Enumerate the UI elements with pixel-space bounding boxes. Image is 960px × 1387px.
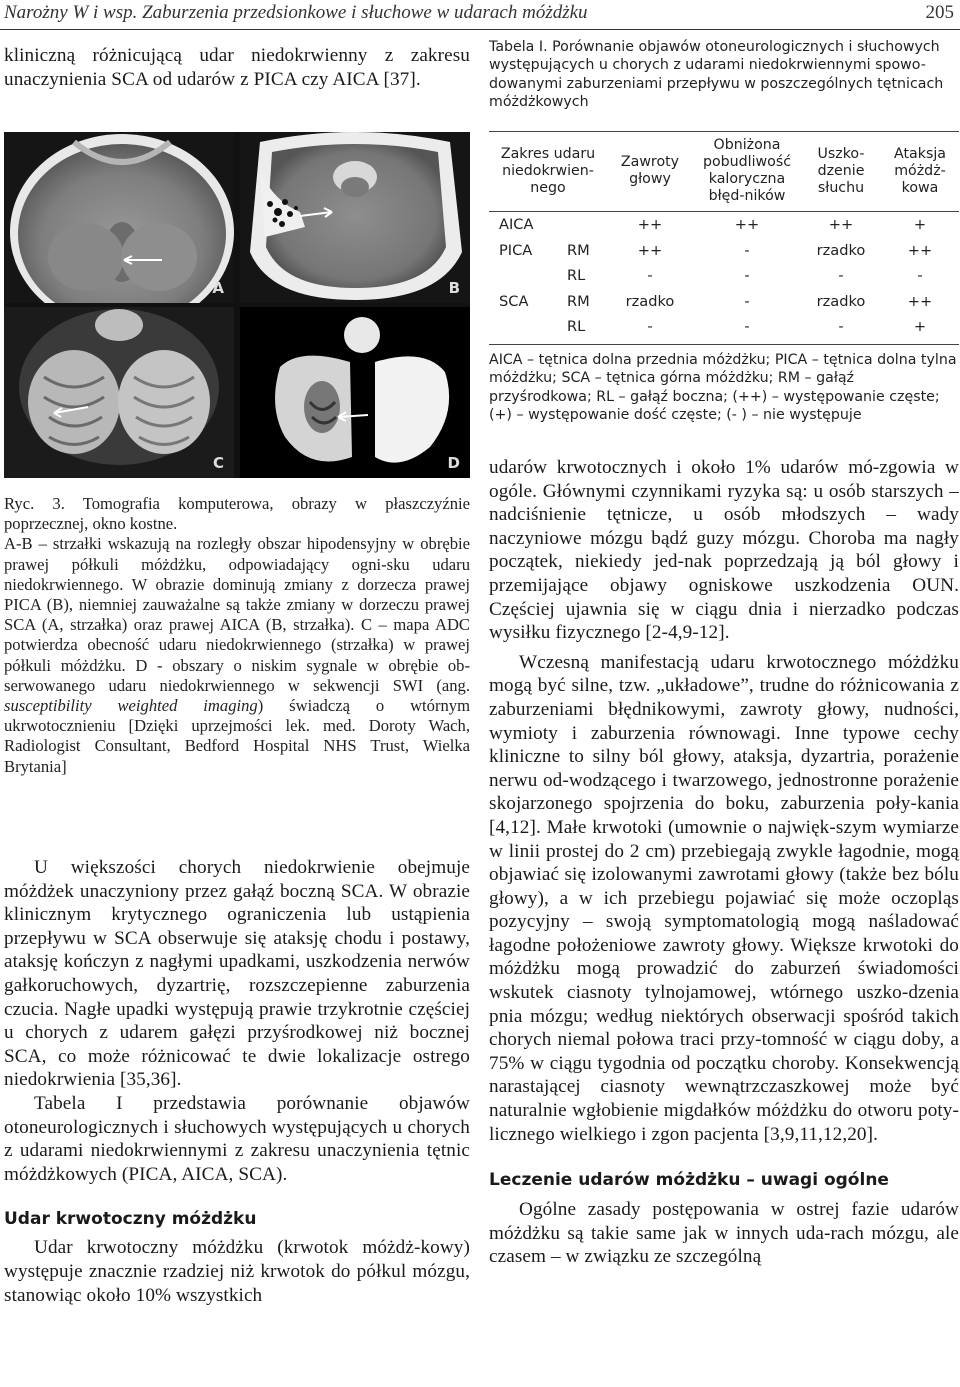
figure-panel-c xyxy=(4,307,234,478)
table-cell: ++ xyxy=(734,216,760,234)
table-cell: - xyxy=(647,318,653,336)
table-cell: AICA xyxy=(499,216,534,234)
table-cell: ++ xyxy=(907,241,933,259)
panel-label-d: D xyxy=(447,454,460,472)
table-header-cell: Obniżona pobudliwość kaloryczna błęd-ników xyxy=(693,137,801,212)
table-cell: ++ xyxy=(907,292,933,310)
table-cell: + xyxy=(913,216,927,234)
table-cell: rzadko xyxy=(816,292,866,310)
table-cell: rzadko xyxy=(625,292,675,310)
table-cell: - xyxy=(744,292,750,310)
table-cell: - xyxy=(744,318,750,336)
header-rule xyxy=(0,29,960,30)
table-cell: RM xyxy=(566,292,590,310)
section-heading-treatment: Leczenie udarów móżdżku – uwagi ogólne xyxy=(489,1170,889,1191)
intro-paragraph: kliniczną różnicującą udar niedokrwienny z zakresu unaczynienia SCA od udarów z PICA czy AICA [37]. xyxy=(4,45,470,90)
table-cell: - xyxy=(744,267,750,285)
table-cell: RL xyxy=(566,318,586,336)
caption-text-a: A-B – strzałki wskazują na rozległy obszar hipodensyjny w obrębie prawej półkuli móżdżku, odpowiadający ogni-sku udaru niedokrwiennego. W obrazie dominują zmiany z dorzecza prawej PICA (B), niemniej zauważalne są także zmiany w dorzeczu prawej SCA (A, strzałka) oraz prawej AICA (B, strzałka). C – mapa ADC potwierdza obecność udaru niedokrwiennego (strzałka) w prawej półkuli móżdżku. D - obszary o niskim sygnale w obrębie ob-serwowanego udaru niedokrwiennego w sekwencji SWI (ang. xyxy=(4,534,470,695)
left-column-top xyxy=(4,44,470,91)
table-top-rule xyxy=(489,131,959,132)
right-paragraph-2: Wczesną manifestacją udaru krwotocznego móżdżku mogą być silne, tzw. „układowe”, trudne do różnicowania z zaburzeniami błędnikowymi, zawroty głowy, nudności, wymioty i zaburzenia równowagi. Inne typowe cechy kliniczne to silny ból głowy, ataksja, dyzartria, porażenie nerwu od-wodzącego i twarzowego, jednostronne porażenie skojarzonego spojrzenia do boku, zaburzenia poły-kania [4,12]. Małe krwotoki (umownie o najwięk-szym wymiarze w linii prostej do 2 cm) przebiegają zwykle łagodnie, mogą objawiać się izolowanymi zawrotami głowy (także bez bólu głowy), a w ich przebiegu pojawiać się może oczopląs pozycyjny – swoją symptomatologią mogą naśladować łagodne położeniowe zawroty głowy. Większe krwotoki do móżdżku mogą prowadzić do zaburzeń świadomości wskutek ciasnoty tylnojamowej, wtórnego uszko-dzenia pnia mózgu; według niektórych obserwacji spośród takich chorych niemal połowa traci przy-tomność w ciągu doby, a 75% w ciągu tygodnia od początku choroby. Konsekwencją narastającej ciasnoty wewnątrzczaszkowej może być naturalnie wgłobienie migdałków móżdżku do otworu poty-licznego wielkiego i zgon pacjenta [3,9,11,12,20]. xyxy=(489,651,959,1145)
figure-panel-a xyxy=(4,132,234,303)
figure-panel-b xyxy=(240,132,470,303)
adc-map-image-c xyxy=(4,307,234,478)
table-cell: - xyxy=(744,241,750,259)
comparison-table xyxy=(489,137,959,340)
left-paragraph-1: U większości chorych niedokrwienie obejmuje móżdżek unaczyniony przez gałąź boczną SCA. W obrazie klinicznym krytycznego ograniczenia lub ustąpienia przepływu w SCA obserwuje się ataksję chodu i postawy, ataksję kończyn z nagłymi upadkami, uszkodzenia nerwów gałkoruchowych, dyzartrię, rozszczepienne zaburzenia czucia. Nagłe upadki występują prawie trzykrotnie częściej u chorych z udarem gałęzi przyśrodkowej niż bocznej SCA, co może różnicować te dwie lokalizacje ostrego niedokrwienia [35,36]. xyxy=(4,857,470,1091)
running-header xyxy=(0,0,960,26)
panel-label-a: A xyxy=(212,279,224,297)
right-paragraph-1: udarów krwotocznych i około 1% udarów mó-zgowia w ogóle. Głównymi czynnikami ryzyka są: u osób starszych – nadciśnienie tętnicze, u osób młodszych – wady naczyniowe mózgu bądź guzy mózgu. Choroba ma nagły początek, niekiedy jed-nak poprzedzają ją ból głowy i przemijające objawy ogniskowe uszkodzenia OUN. Częściej ujawnia się w ciągu dnia i nierzadko podczas wysiłku fizycznego [2-4,9-12]. xyxy=(489,457,959,644)
panel-label-b: B xyxy=(448,279,460,297)
table-row xyxy=(489,238,959,264)
table-row xyxy=(489,212,959,238)
table-cell xyxy=(489,314,557,340)
table-header-cell: Zawroty głowy xyxy=(607,137,693,212)
table-header-cell: Zakres udaru niedokrwien-nego xyxy=(489,137,607,212)
left-paragraph-3: Udar krwotoczny móżdżku (krwotok móżdż-kowy) występuje znacznie rzadziej niż krwotok do półkul mózgu, stanowiąc około 10% wszystkich xyxy=(4,1237,470,1306)
caption-italic-term: susceptibility weighted imaging xyxy=(4,696,258,716)
table-cell: SCA xyxy=(499,292,529,310)
figure-panel-d xyxy=(240,307,470,478)
left-paragraph-2: Tabela I przedstawia porównanie objawów otoneurologicznych i słuchowych występujących u chorych z udarami niedokrwiennymi z zakresu unaczynienia tętnic móżdżkowych (PICA, AICA, SCA). xyxy=(4,1092,470,1185)
table-caption-block xyxy=(489,38,959,112)
figure-ryc-3 xyxy=(4,132,470,478)
figure-caption xyxy=(4,494,470,777)
table-bottom-rule xyxy=(489,344,959,345)
table-row xyxy=(489,263,959,289)
right-column-body xyxy=(489,456,959,1269)
table-cell: - xyxy=(647,267,653,285)
right-paragraph-3: Ogólne zasady postępowania w ostrej fazie udarów móżdżku są takie same jak w innych uda-rach mózgu, ale czasem – w związku ze szczególną xyxy=(489,1199,959,1268)
table-row xyxy=(489,289,959,315)
page-number: 205 xyxy=(925,2,954,23)
table-footnote: AICA – tętnica dolna przednia móżdżku; PICA – tętnica dolna tylna móżdżku; SCA – tętnica górna móżdżku; RM – gałąź przyśrodkowa; RL – gałąź boczna; (++) – występowanie częste; (+) – występowanie dość częste; (- ) – nie występuje xyxy=(489,352,957,424)
table-cell: ++ xyxy=(637,241,663,259)
section-heading-hemorrhagic: Udar krwotoczny móżdżku xyxy=(4,1209,257,1230)
table-cell xyxy=(489,263,557,289)
table-cell: ++ xyxy=(828,216,854,234)
table-cell: RM xyxy=(566,241,590,259)
table-caption: Tabela I. Porównanie objawów otoneurologicznych i słuchowych występujących u chorych z udarami niedokrwiennymi spowo-dowanymi zaburzeniami przepływu w poszczególnych tętnicach móżdżkowych xyxy=(489,39,944,111)
table-header-cell: Ataksja móżdż-kowa xyxy=(881,137,959,212)
ct-scan-image-b xyxy=(240,132,470,303)
table-cell: PICA xyxy=(499,241,533,259)
table-cell: - xyxy=(838,267,844,285)
swi-image-d xyxy=(240,307,470,478)
ct-scan-image-a xyxy=(4,132,234,303)
table-cell: - xyxy=(917,267,923,285)
table-cell: rzadko xyxy=(816,241,866,259)
left-column-body xyxy=(4,856,470,1307)
table-cell: ++ xyxy=(637,216,663,234)
running-title: Narożny W i wsp. Zaburzenia przedsionkowe i słuchowe w udarach móżdżku xyxy=(4,2,588,23)
table-header-row xyxy=(489,137,959,212)
table-cell: - xyxy=(838,318,844,336)
caption-text-b: ) świadczą o wtórnym ukrwotocznieniu [Dzięki uprzejmości lek. med. Doroty Wach, Radiologist Consultant, Bedford Hospital NHS Trust, Wielka Brytania] xyxy=(4,696,470,776)
panel-label-c: C xyxy=(212,454,224,472)
table-cell: + xyxy=(913,318,927,336)
table-row xyxy=(489,314,959,340)
table-header-cell: Uszko-dzenie słuchu xyxy=(801,137,881,212)
caption-body xyxy=(4,534,470,776)
table-cell xyxy=(557,212,607,238)
table-cell: RL xyxy=(566,267,586,285)
caption-title: Ryc. 3. Tomografia komputerowa, obrazy w płaszczyźnie poprzecznej, okno kostne. xyxy=(4,494,470,534)
